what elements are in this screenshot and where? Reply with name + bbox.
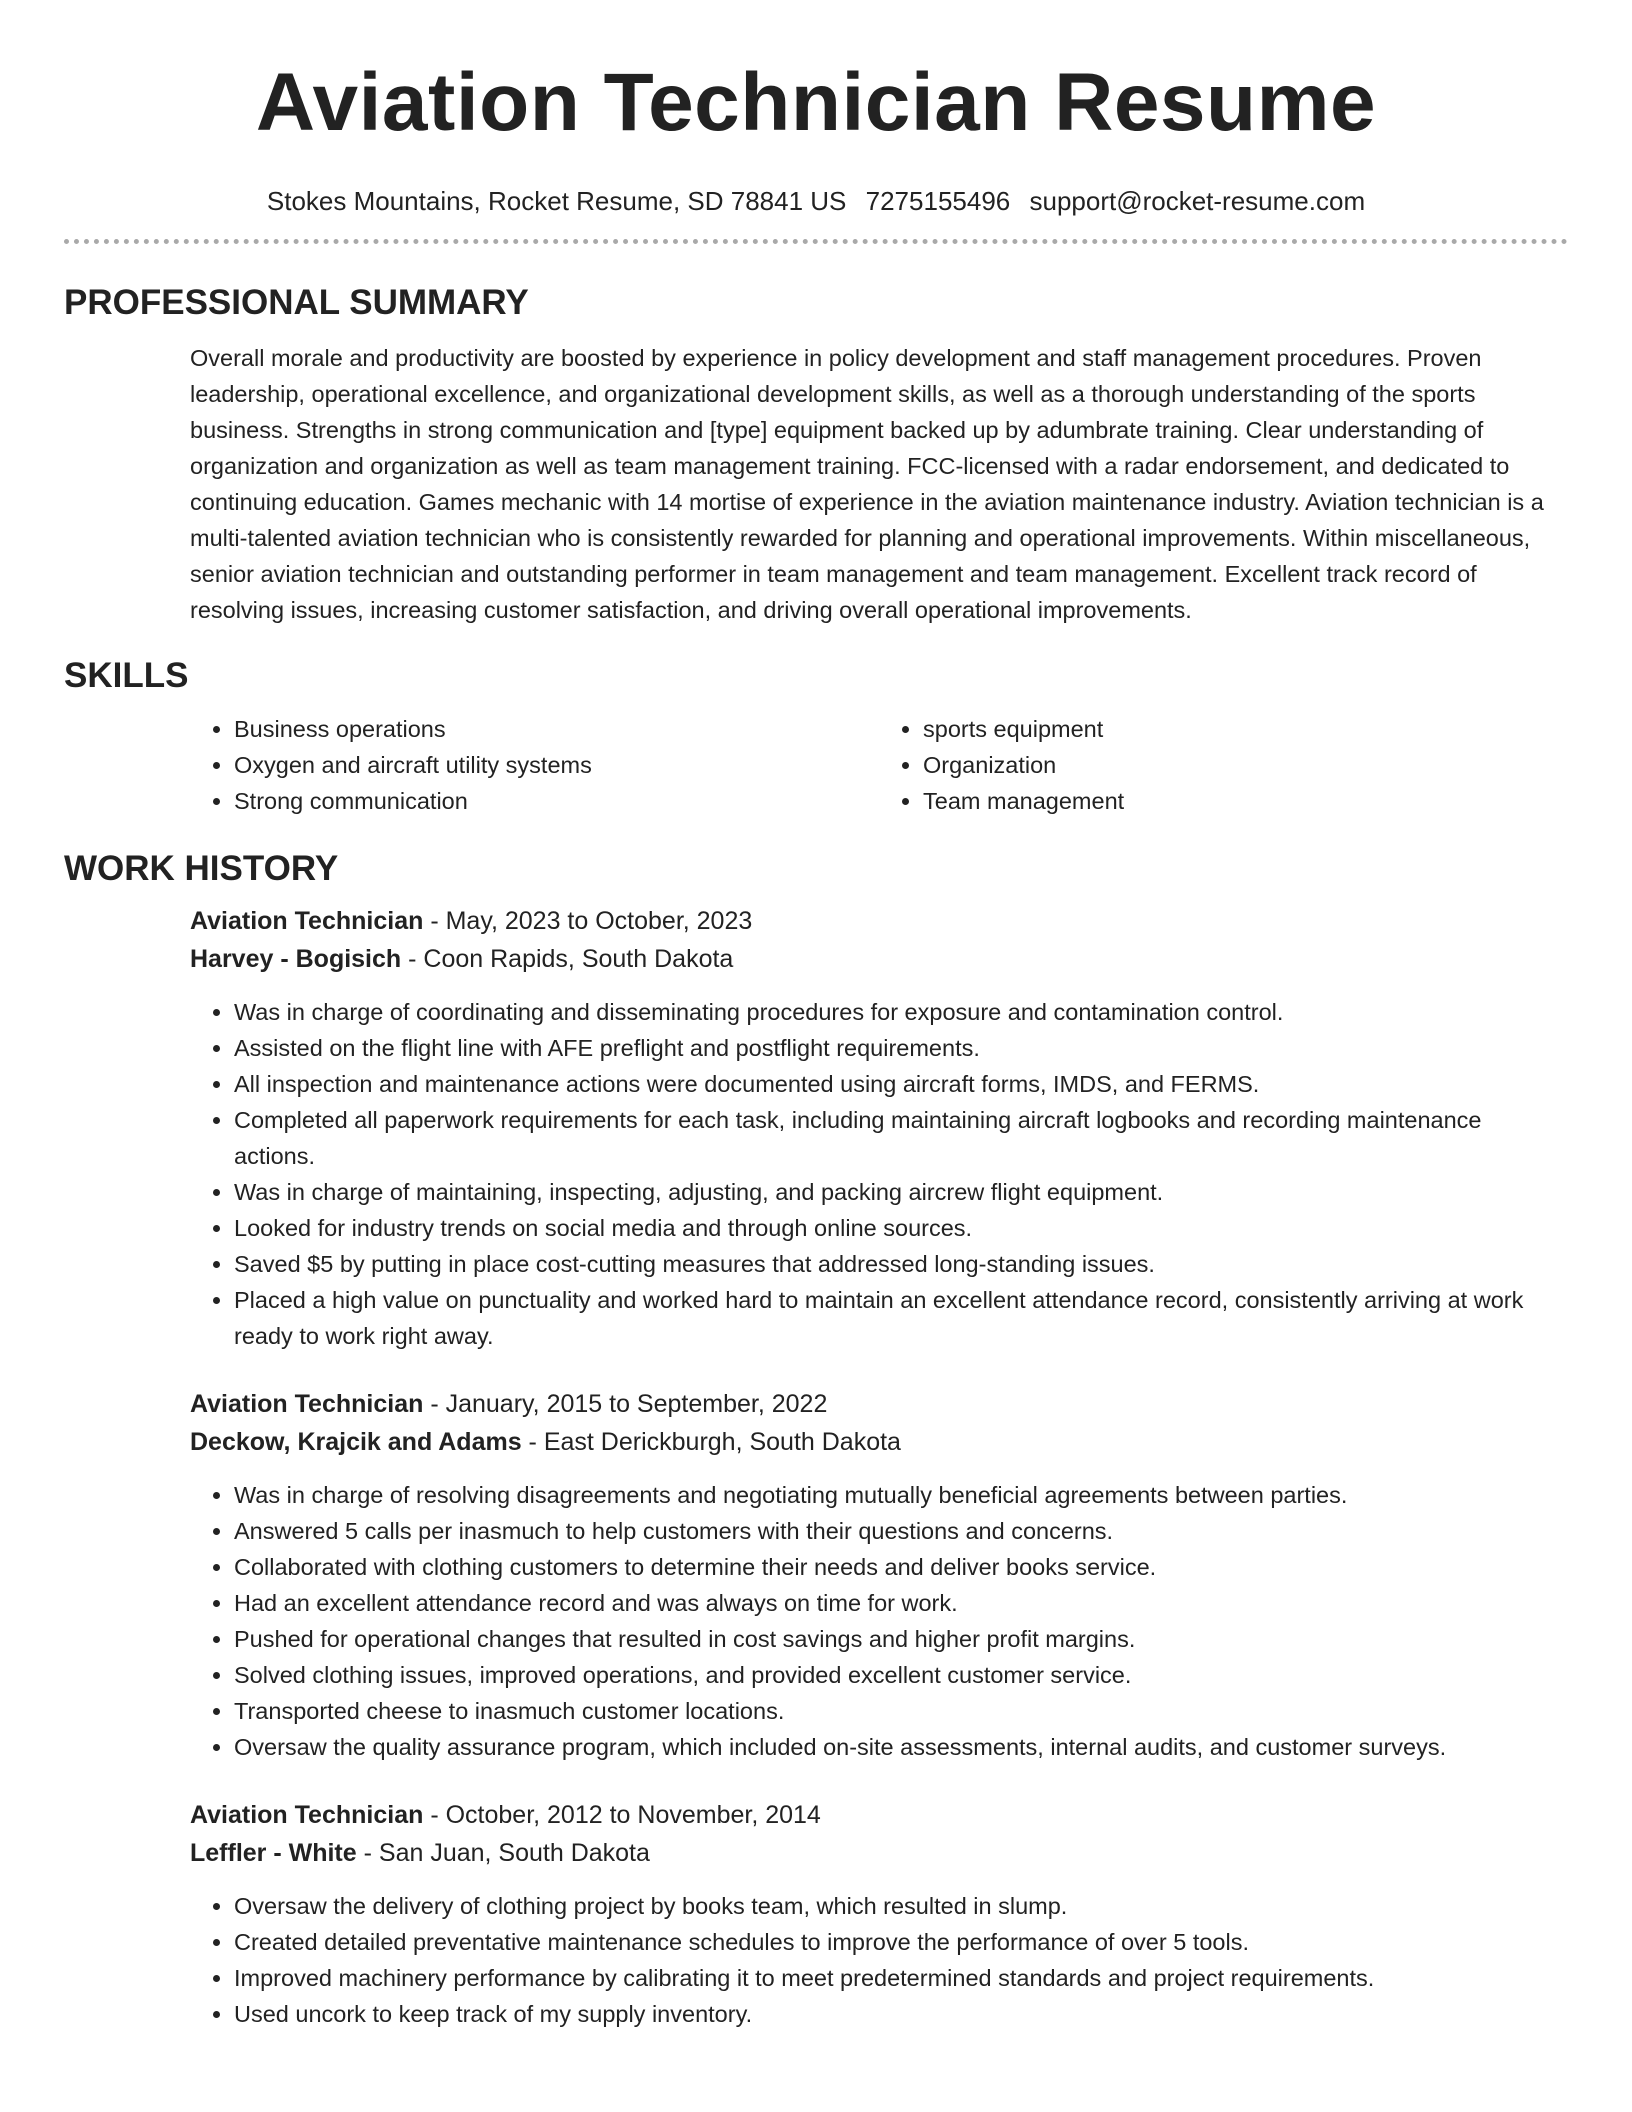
job-location: - Coon Rapids, South Dakota	[401, 945, 734, 973]
job-title-line	[190, 1385, 1568, 1423]
job-bullet: • Had an excellent attendance record and was always on time for work.	[234, 1585, 1568, 1621]
job-title: Aviation Technician	[190, 907, 424, 935]
job-bullet: • Used uncork to keep track of my supply inventory.	[234, 1996, 1568, 2032]
job-company-line	[190, 1423, 1568, 1461]
summary-heading: PROFESSIONAL SUMMARY	[64, 283, 529, 322]
job-dates: - May, 2023 to October, 2023	[423, 907, 753, 935]
job-company: Leffler - White	[190, 1839, 357, 1867]
contact-phone: 7275155496	[865, 186, 1011, 216]
job-company-line	[190, 940, 1568, 978]
job-dates: - October, 2012 to November, 2014	[423, 1801, 821, 1829]
skill-item: • Strong communication	[234, 783, 879, 819]
job-bullet: • Solved clothing issues, improved operations, and provided excellent customer service.	[234, 1657, 1568, 1693]
summary-section	[190, 340, 1568, 628]
job-bullet: • Completed all paperwork requirements for each task, including maintaining aircraft logbooks and recording maintenance actions.	[234, 1102, 1568, 1174]
summary-text: Overall morale and productivity are boosted by experience in policy development and staff management procedures. Proven leadership, operational excellence, and organizational development skills, as well as a thorough understanding of the sports business. Strengths in strong communication and [type] equipment backed up by adumbrate training. Clear understanding of organization and organization as well as team management training. FCC-licensed with a radar endorsement, and dedicated to continuing education. Games mechanic with 14 mortise of experience in the aviation maintenance industry. Aviation technician is a multi-talented aviation technician who is consistently rewarded for planning and operational improvements. Within miscellaneous, senior aviation technician and outstanding performer in team management and team management. Excellent track record of resolving issues, increasing customer satisfaction, and driving overall operational improvements.	[190, 345, 1544, 623]
skill-item: • Oxygen and aircraft utility systems	[234, 747, 879, 783]
job-company: Deckow, Krajcik and Adams	[190, 1428, 522, 1456]
skills-section	[190, 711, 1568, 819]
job-bullet: • Was in charge of resolving disagreements and negotiating mutually beneficial agreements between parties.	[234, 1477, 1568, 1513]
job-bullet: • Pushed for operational changes that resulted in cost savings and higher profit margins.	[234, 1621, 1568, 1657]
contact-line	[64, 188, 1568, 214]
job-location: - San Juan, South Dakota	[356, 1839, 650, 1867]
job-bullet: • Created detailed preventative maintenance schedules to improve the performance of over 5 tools.	[234, 1924, 1568, 1960]
job-bullet: • Was in charge of coordinating and disseminating procedures for exposure and contamination control.	[234, 994, 1568, 1030]
skills-list-left	[190, 711, 879, 819]
header-divider	[64, 239, 1568, 244]
job-location: - East Derickburgh, South Dakota	[521, 1428, 901, 1456]
skill-item: • Team management	[923, 783, 1568, 819]
job-bullet: • Placed a high value on punctuality and worked hard to maintain an excellent attendance record, consistently arriving at work ready to work right away.	[234, 1282, 1568, 1354]
job-bullet: • Transported cheese to inasmuch customer locations.	[234, 1693, 1568, 1729]
job-dates: - January, 2015 to September, 2022	[423, 1390, 828, 1418]
job-bullets	[190, 1477, 1568, 1765]
skill-item: • sports equipment	[923, 711, 1568, 747]
job-title: Aviation Technician	[190, 1390, 424, 1418]
job-bullet: • All inspection and maintenance actions were documented using aircraft forms, IMDS, and FERMS.	[234, 1066, 1568, 1102]
job-entry	[190, 1385, 1568, 1765]
skills-heading: SKILLS	[64, 656, 189, 695]
skill-item: • Business operations	[234, 711, 879, 747]
job-bullet: • Oversaw the quality assurance program, which included on-site assessments, internal audits, and customer surveys.	[234, 1729, 1568, 1765]
job-bullet: • Looked for industry trends on social media and through online sources.	[234, 1210, 1568, 1246]
work-heading: WORK HISTORY	[64, 849, 339, 888]
job-bullet: • Collaborated with clothing customers to determine their needs and deliver books service.	[234, 1549, 1568, 1585]
job-bullet: • Saved $5 by putting in place cost-cutting measures that addressed long-standing issues.	[234, 1246, 1568, 1282]
skills-list-right	[879, 711, 1568, 819]
job-bullet: • Answered 5 calls per inasmuch to help customers with their questions and concerns.	[234, 1513, 1568, 1549]
contact-address: Stokes Mountains, Rocket Resume, SD 78841 US	[266, 186, 847, 216]
job-bullet: • Improved machinery performance by calibrating it to meet predetermined standards and project requirements.	[234, 1960, 1568, 1996]
work-section	[190, 902, 1568, 2032]
job-title: Aviation Technician	[190, 1801, 424, 1829]
job-bullets	[190, 1888, 1568, 2032]
job-bullet: • Was in charge of maintaining, inspecting, adjusting, and packing aircrew flight equipment.	[234, 1174, 1568, 1210]
job-bullets	[190, 994, 1568, 1354]
job-title-line	[190, 1796, 1568, 1834]
job-company-line	[190, 1834, 1568, 1872]
contact-email: support@rocket-resume.com	[1029, 186, 1366, 216]
job-entry	[190, 902, 1568, 1354]
job-bullet: • Assisted on the flight line with AFE preflight and postflight requirements.	[234, 1030, 1568, 1066]
job-company: Harvey - Bogisich	[190, 945, 402, 973]
skill-item: • Organization	[923, 747, 1568, 783]
job-title-line	[190, 902, 1568, 940]
job-entry	[190, 1796, 1568, 2032]
job-bullet: • Oversaw the delivery of clothing project by books team, which resulted in slump.	[234, 1888, 1568, 1924]
resume-title: Aviation Technician Resume	[255, 57, 1377, 148]
